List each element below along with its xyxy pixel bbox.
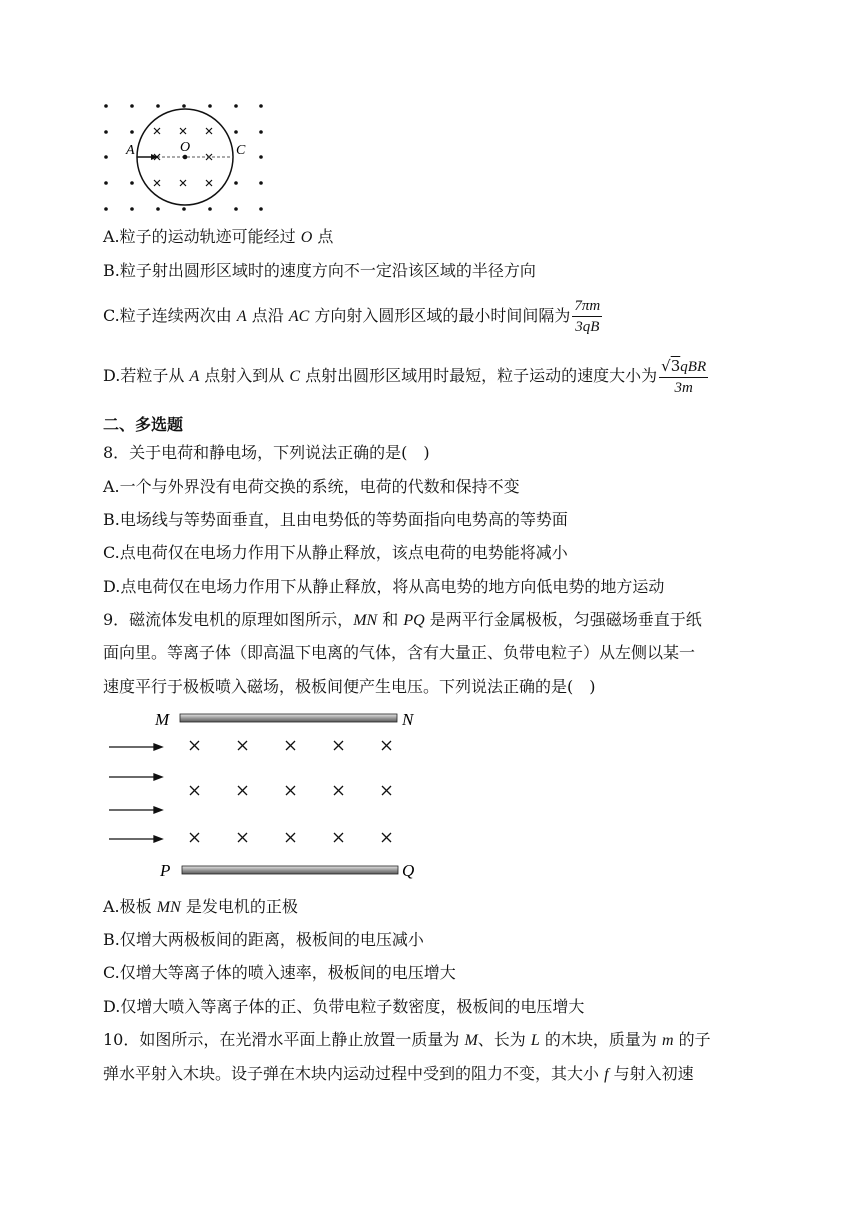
q7-option-c-var-a: A <box>236 308 247 325</box>
q7-option-d-var-c: C <box>289 368 301 385</box>
q10-stem2-pre: 弹水平射入木块。设子弹在木块内运动过程中受到的阻力不变，其大小 <box>103 1064 605 1083</box>
q9-option-a-text: A.极板 <box>103 897 157 916</box>
fig-label-n: N <box>402 710 414 729</box>
q10-var-l: L <box>530 1032 540 1049</box>
label-c: C <box>236 143 246 158</box>
q10-stem-line2 <box>103 1063 694 1086</box>
q7-option-a <box>103 226 333 249</box>
numerator-rest: qBR <box>680 358 707 375</box>
q10-var-m-small: m <box>661 1032 674 1049</box>
sqrt-radicand: 3 <box>670 356 681 375</box>
q7-option-d-numerator: √3qBR <box>659 356 708 378</box>
plasma-arrows <box>109 744 162 842</box>
plate-mn <box>180 714 397 722</box>
q7-option-c-denominator: 3qB <box>575 319 600 335</box>
q9-option-a <box>103 896 298 919</box>
q10-var-m-big: M <box>464 1032 478 1049</box>
q8-option-a: A.一个与外界没有电荷交换的系统，电荷的代数和保持不变 <box>103 477 520 496</box>
section-title: 二、多选题 <box>103 415 184 434</box>
mhd-generator-figure <box>100 706 430 884</box>
q7-option-d-denominator: 3m <box>674 379 693 396</box>
q7-option-a-post: 点 <box>312 227 334 246</box>
q9-option-d: D.仅增大喷入等离子体的正、负带电粒子数密度，极板间的电压增大 <box>103 997 585 1016</box>
q7-option-d <box>103 352 708 401</box>
q7-option-c-fraction <box>572 296 602 337</box>
q8-stem: 8．关于电荷和静电场，下列说法正确的是( ) <box>103 443 430 462</box>
q7-option-c-var-ac: AC <box>288 308 310 325</box>
fig-label-q: Q <box>402 861 415 880</box>
q7-option-d-fraction <box>659 356 708 398</box>
q7-option-c-text: C.粒子连续两次由 <box>103 306 237 325</box>
q9-stem-line1 <box>103 609 702 632</box>
q7-option-c-numerator: 7πm <box>572 296 602 317</box>
q7-option-c <box>103 292 602 341</box>
q7-option-b: B.粒子射出圆形区域时的速度方向不一定沿该区域的半径方向 <box>103 261 536 280</box>
q7-option-c-mid2: 方向射入圆形区域的最小时间间隔为 <box>309 306 571 325</box>
q9-var-mn: MN <box>353 612 378 629</box>
q7-option-d-var-a: A <box>189 368 200 385</box>
q8-option-b: B.电场线与等势面垂直，且由电势低的等势面指向电势高的等势面 <box>103 510 568 529</box>
q7-option-d-mid2: 点射出圆形区域用时最短，粒子运动的速度大小为 <box>300 366 658 385</box>
q7-option-c-mid1: 点沿 <box>246 306 289 325</box>
fig-label-p: P <box>160 861 171 880</box>
q9-stem-post: 是两平行金属极板，匀强磁场垂直于纸 <box>424 610 702 629</box>
q7-option-a-var: O <box>300 229 313 246</box>
q7-option-d-text: D.若粒子从 <box>103 366 190 385</box>
q10-stem-pre: 10．如图所示，在光滑水平面上静止放置一质量为 <box>103 1030 465 1049</box>
plate-pq <box>182 866 398 874</box>
q7-option-d-mid1: 点射入到从 <box>199 366 290 385</box>
field-crosses-b <box>190 741 391 842</box>
q10-stem2-post: 与射入初速 <box>608 1064 694 1083</box>
q9-option-b: B.仅增大两极板间的距离，极板间的电压减小 <box>103 930 424 949</box>
fig-label-m: M <box>155 710 170 729</box>
q9-stem-line3: 速度平行于极板喷入磁场，极板间便产生电压。下列说法正确的是( ) <box>103 677 596 696</box>
q9-option-a-post: 是发电机的正极 <box>180 897 298 916</box>
q9-option-c: C.仅增大等离子体的喷入速率，极板间的电压增大 <box>103 963 456 982</box>
q9-stem-pre: 9．磁流体发电机的原理如图所示， <box>103 610 354 629</box>
q10-stem-line1 <box>103 1029 711 1052</box>
q10-stem-post: 的子 <box>673 1030 711 1049</box>
label-a: A <box>126 143 135 158</box>
q10-var-f: f <box>604 1066 609 1083</box>
circle-field-figure <box>100 96 270 218</box>
label-o: O <box>180 140 191 155</box>
q9-stem-mid: 和 <box>377 610 404 629</box>
q9-var-pq: PQ <box>403 612 425 629</box>
q10-stem-mid1: 、长为 <box>477 1030 531 1049</box>
q9-stem-line2: 面向里。等离子体（即高温下电离的气体，含有大量正、负带电粒子）从左侧以某一 <box>103 643 696 662</box>
q7-option-a-text: A.粒子的运动轨迹可能经过 <box>103 227 301 246</box>
q10-stem-mid2: 的木块，质量为 <box>539 1030 662 1049</box>
q9-option-a-var: MN <box>156 899 181 916</box>
q8-option-c: C.点电荷仅在电场力作用下从静止释放，该点电荷的电势能将减小 <box>103 543 568 562</box>
q8-option-d: D.点电荷仅在电场力作用下从静止释放，将从高电势的地方向低电势的地方运动 <box>103 577 665 596</box>
